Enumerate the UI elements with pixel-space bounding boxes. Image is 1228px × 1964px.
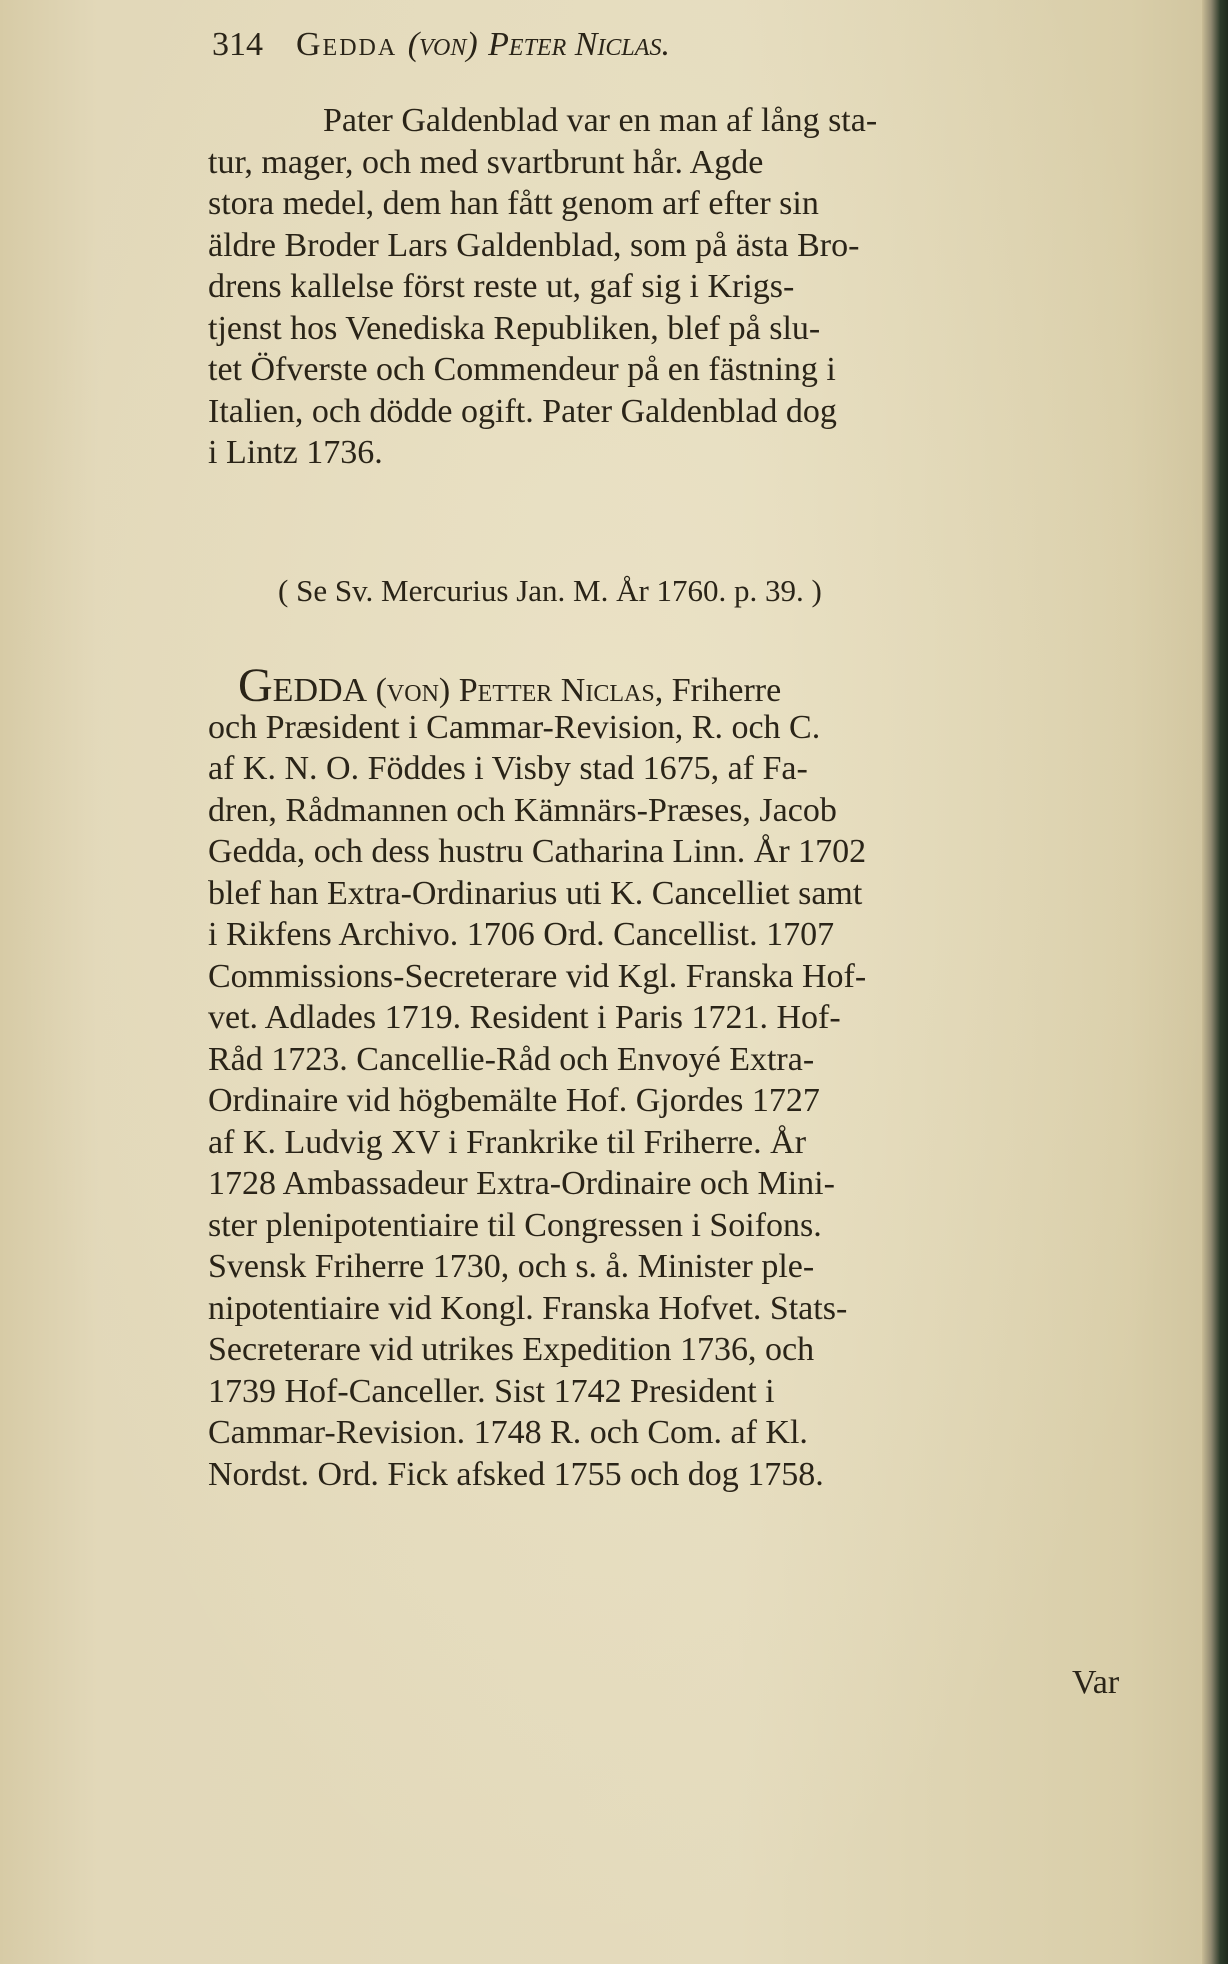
text-line: i Rikfens Archivo. 1706 Ord. Cancellist. 1707 (208, 916, 835, 953)
entry-heading (208, 659, 1158, 712)
text-line: ster plenipotentiaire til Congressen i Soifons. (208, 1206, 822, 1244)
text-line: nipotentiaire vid Kongl. Franska Hofvet. Stats- (208, 1289, 848, 1327)
source-reference (208, 570, 1158, 612)
reference-line: ( Se Sv. Mercurius Jan. M. År 1760. p. 39. ) (278, 573, 822, 608)
text-line: stora medel, dem han fått genom arf efter sin (208, 185, 819, 222)
text-line: Råd 1723. Cancellie-Råd och Envoyé Extra- (208, 1040, 815, 1078)
text-line: Secreterare vid utrikes Expedition 1736, och (208, 1331, 815, 1368)
heading-surname: EDDA (272, 672, 368, 709)
text-line: vet. Adlades 1719. Resident i Paris 1721. Hof- (208, 999, 841, 1036)
text-line: af K. N. O. Föddes i Visby stad 1675, af Fa- (208, 750, 808, 787)
text-line: Svensk Friherre 1730, och s. å. Minister ple- (208, 1248, 815, 1285)
text-line: tur, mager, och med svartbrunt hår. Agde (208, 143, 764, 181)
entry-galdenblad (208, 100, 1158, 474)
text-line: blef han Extra-Ordinarius uti K. Cancelliet samt (208, 874, 863, 912)
page-header (212, 22, 1012, 72)
text-line: i Lintz 1736. (208, 434, 383, 471)
text-line: Ordinaire vid högbemälte Hof. Gjordes 1727 (208, 1082, 820, 1119)
running-title-name: Gedda (296, 26, 398, 63)
running-title-particle: (von) (407, 26, 478, 63)
catchword: Var (1072, 1664, 1120, 1701)
text-line: 1739 Hof-Canceller. Sist 1742 President i (208, 1372, 775, 1410)
text-line: tjenst hos Venediska Republiken, blef på slu- (208, 309, 821, 347)
page-edge (1202, 0, 1228, 1964)
heading-particle: (von) (375, 672, 451, 709)
text-line: äldre Broder Lars Galdenblad, som på ästa Bro- (208, 226, 860, 264)
heading-names: Petter Niclas, (458, 672, 664, 709)
running-title (296, 26, 670, 64)
text-line: Pater Galdenblad var en man af lång sta- (323, 102, 878, 139)
page-number: 314 (212, 26, 263, 63)
text-line: 1728 Ambassadeur Extra-Ordinaire och Mini- (208, 1165, 835, 1202)
heading-title: Friherre (671, 672, 782, 709)
text-line: Italien, och dödde ogift. Pater Galdenblad dog (208, 392, 837, 430)
text-line: drens kallelse först reste ut, gaf sig i Krigs- (208, 268, 795, 305)
text-line: Nordst. Ord. Fick afsked 1755 och dog 1758. (208, 1455, 824, 1493)
heading-initial: G (238, 659, 273, 712)
text-line: Commissions-Secreterare vid Kgl. Franska Hof- (208, 957, 867, 995)
text-line: dren, Rådmannen och Kämnärs-Præses, Jacob (208, 791, 837, 829)
running-title-given: Peter Niclas. (488, 26, 670, 63)
text-line: Cammar-Revision. 1748 R. och Com. af Kl. (208, 1414, 808, 1451)
text-line: tet Öfverste och Commendeur på en fästning i (208, 351, 836, 388)
text-line: och Præsident i Cammar-Revision, R. och C. (208, 708, 821, 746)
text-line: Gedda, och dess hustru Catharina Linn. År 1702 (208, 833, 867, 870)
text-line: af K. Ludvig XV i Frankrike til Friherre. År (208, 1123, 807, 1161)
entry-gedda (208, 659, 1158, 1495)
